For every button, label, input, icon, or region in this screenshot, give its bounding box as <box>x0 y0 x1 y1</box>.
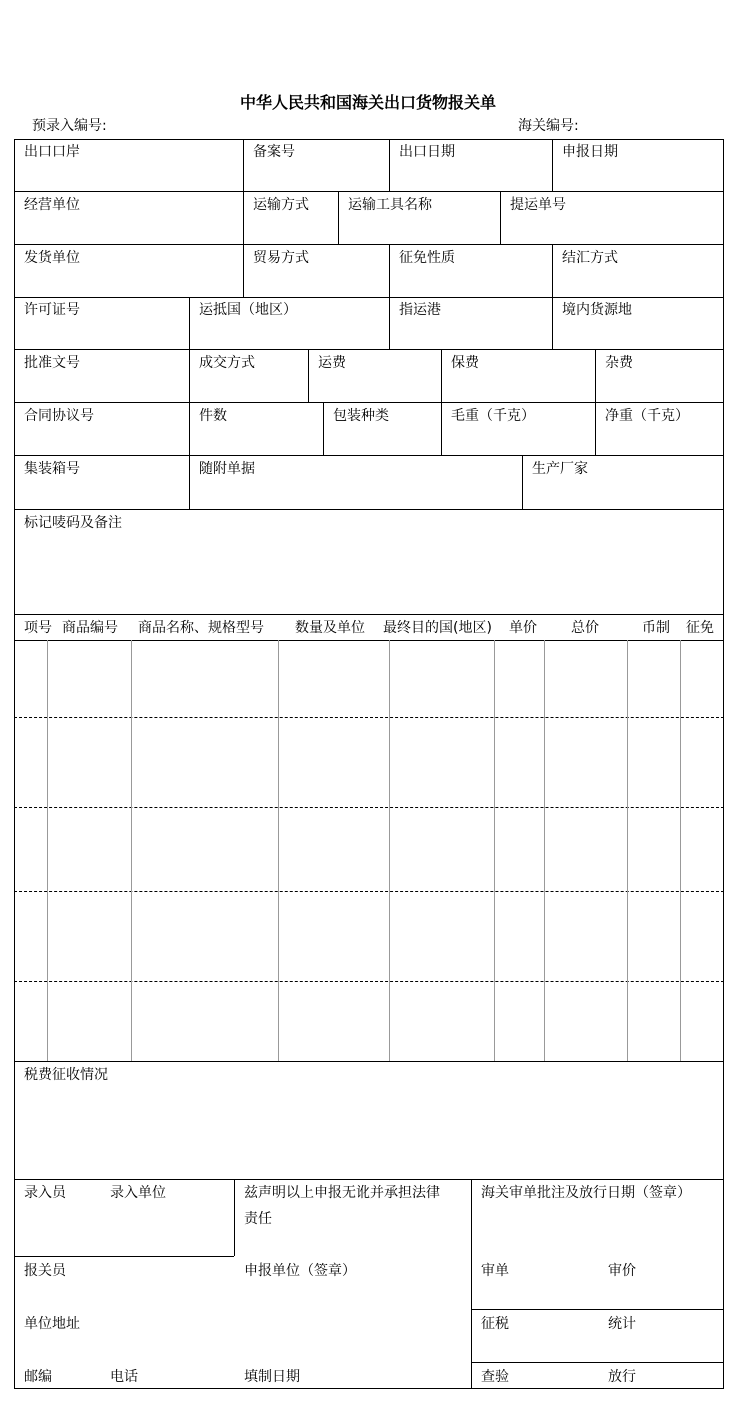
field-fill-date: 填制日期 <box>244 1369 300 1385</box>
field-manufacturer: 生产厂家 <box>532 461 588 477</box>
col-divider <box>595 349 596 402</box>
col-divider <box>595 402 596 455</box>
col-divider <box>389 244 390 297</box>
goods-col-divider <box>627 640 628 1061</box>
field-shipper: 发货单位 <box>24 250 80 266</box>
col-divider <box>552 244 553 297</box>
form-title: 中华人民共和国海关出口货物报关单 <box>239 93 496 112</box>
col-divider <box>338 191 339 244</box>
col-divider <box>189 297 190 349</box>
field-package-type: 包装种类 <box>333 408 389 424</box>
field-inspection: 查验 <box>481 1369 509 1385</box>
col-divider <box>441 349 442 402</box>
goods-header-item-no: 项号 <box>24 620 52 636</box>
goods-col-divider <box>131 640 132 1061</box>
field-export-date: 出口日期 <box>399 144 455 160</box>
col-divider <box>243 191 244 244</box>
col-divider <box>308 349 309 402</box>
field-transport-name: 运输工具名称 <box>348 197 432 213</box>
item-row-divider <box>14 717 724 718</box>
field-levy-nature: 征免性质 <box>399 250 455 266</box>
goods-col-divider <box>680 640 681 1061</box>
row-divider <box>14 1179 724 1180</box>
field-export-port: 出口口岸 <box>24 144 80 160</box>
item-row-divider <box>14 981 724 982</box>
field-pieces: 件数 <box>199 408 227 424</box>
field-docs: 随附单据 <box>199 461 255 477</box>
field-phone: 电话 <box>110 1369 138 1385</box>
field-customs-approval: 海关审单批注及放行日期（签章） <box>481 1185 691 1201</box>
field-net-weight: 净重（千克） <box>605 408 689 424</box>
row-divider <box>471 1362 724 1363</box>
field-operator: 经营单位 <box>24 197 80 213</box>
field-dest-country: 运抵国（地区） <box>199 302 297 318</box>
col-divider <box>522 455 523 509</box>
pre-entry-number-label: 预录入编号: <box>32 118 107 134</box>
declaration-form-frame <box>14 139 724 1389</box>
col-divider <box>243 139 244 191</box>
field-license-no: 许可证号 <box>24 302 80 318</box>
row-divider <box>471 1309 724 1310</box>
goods-header-unit-price: 单价 <box>509 620 537 636</box>
field-release: 放行 <box>608 1369 636 1385</box>
field-declare-date: 申报日期 <box>562 144 618 160</box>
field-approval-no: 批准文号 <box>24 355 80 371</box>
goods-header-currency: 币制 <box>642 620 670 636</box>
field-broker: 报关员 <box>24 1263 66 1279</box>
field-marks: 标记唛码及备注 <box>24 515 122 531</box>
field-container-no: 集装箱号 <box>24 461 80 477</box>
col-divider <box>389 139 390 191</box>
goods-col-divider <box>47 640 48 1061</box>
item-row-divider <box>14 807 724 808</box>
field-tax-status: 税费征收情况 <box>24 1067 108 1083</box>
field-review: 审单 <box>481 1263 509 1279</box>
col-divider <box>189 455 190 509</box>
field-address: 单位地址 <box>24 1316 80 1332</box>
col-divider <box>471 1179 472 1389</box>
goods-header-quantity-unit: 数量及单位 <box>295 620 365 636</box>
row-divider <box>14 244 724 245</box>
row-divider <box>14 191 724 192</box>
field-settlement: 结汇方式 <box>562 250 618 266</box>
field-deal-mode: 成交方式 <box>199 355 255 371</box>
item-row-divider <box>14 891 724 892</box>
goods-col-divider <box>389 640 390 1061</box>
field-entry-unit: 录入单位 <box>110 1185 166 1201</box>
row-divider <box>14 349 724 350</box>
goods-header-destination: 最终目的国(地区) <box>383 620 492 636</box>
col-divider <box>500 191 501 244</box>
row-divider <box>14 402 724 403</box>
field-bill-no: 提运单号 <box>510 197 566 213</box>
col-divider <box>552 139 553 191</box>
field-transport-mode: 运输方式 <box>253 197 309 213</box>
goods-header-total-price: 总价 <box>571 620 599 636</box>
goods-header-hs-code: 商品编号 <box>62 620 118 636</box>
goods-col-divider <box>494 640 495 1061</box>
goods-header-name-spec: 商品名称、规格型号 <box>138 620 264 636</box>
row-divider <box>14 1061 724 1062</box>
field-insurance: 保费 <box>451 355 479 371</box>
row-divider <box>14 455 724 456</box>
field-record-no: 备案号 <box>253 144 295 160</box>
field-freight: 运费 <box>318 355 346 371</box>
col-divider <box>441 402 442 455</box>
field-entry-clerk: 录入员 <box>24 1185 66 1201</box>
row-divider <box>14 509 724 510</box>
field-statistics: 统计 <box>608 1316 636 1332</box>
field-tax-levy: 征税 <box>481 1316 509 1332</box>
col-divider <box>323 402 324 455</box>
field-trade-mode: 贸易方式 <box>253 250 309 266</box>
goods-header-exemption: 征免 <box>686 620 714 636</box>
goods-col-divider <box>278 640 279 1061</box>
col-divider <box>234 1179 235 1256</box>
row-divider <box>14 297 724 298</box>
row-divider <box>14 1256 234 1257</box>
field-contract-no: 合同协议号 <box>24 408 94 424</box>
field-postcode: 邮编 <box>24 1369 52 1385</box>
field-misc-fee: 杂费 <box>605 355 633 371</box>
row-divider <box>14 640 724 641</box>
col-divider <box>189 349 190 402</box>
col-divider <box>189 402 190 455</box>
col-divider <box>552 297 553 349</box>
field-domestic-source: 境内货源地 <box>562 302 632 318</box>
col-divider <box>243 244 244 297</box>
declaration-statement-line2: 责任 <box>244 1211 272 1227</box>
goods-col-divider <box>544 640 545 1061</box>
field-declaring-unit: 申报单位（签章） <box>244 1263 356 1279</box>
row-divider <box>14 614 724 615</box>
customs-number-label: 海关编号: <box>518 118 579 134</box>
field-dest-port: 指运港 <box>399 302 441 318</box>
col-divider <box>389 297 390 349</box>
field-pricing: 审价 <box>608 1263 636 1279</box>
declaration-statement-line1: 兹声明以上申报无讹并承担法律 <box>244 1185 440 1201</box>
field-gross-weight: 毛重（千克） <box>451 408 535 424</box>
